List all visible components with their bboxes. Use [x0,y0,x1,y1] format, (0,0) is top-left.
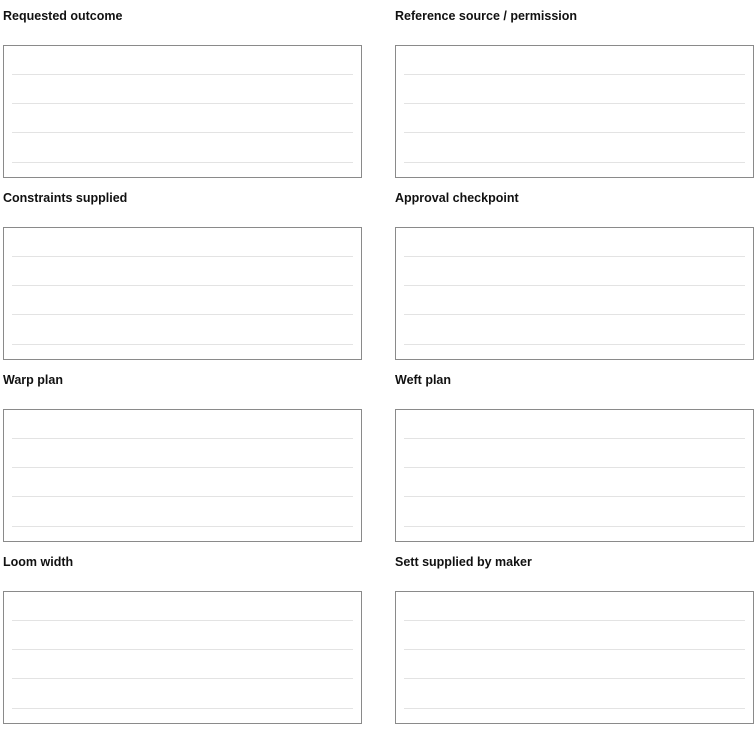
constraints-supplied-textarea[interactable] [3,227,362,360]
loom-width-textarea[interactable] [3,591,362,724]
writing-line [12,467,353,468]
field-sett-supplied [395,554,754,736]
field-requested-outcome [3,8,362,190]
field-loom-width [3,554,362,736]
writing-line [404,526,745,527]
reference-source-textarea[interactable] [395,45,754,178]
writing-line [12,678,353,679]
field-warp-plan [3,372,362,554]
writing-line [404,708,745,709]
writing-line [404,74,745,75]
writing-line [404,438,745,439]
field-label: Weft plan [395,373,452,387]
writing-line [12,496,353,497]
writing-line [12,708,353,709]
writing-line [12,103,353,104]
field-label: Sett supplied by maker [395,555,532,569]
writing-line [404,162,745,163]
writing-line [404,103,745,104]
writing-line [404,285,745,286]
writing-line [404,649,745,650]
field-label: Loom width [3,555,74,569]
writing-line [12,526,353,527]
writing-line [404,132,745,133]
writing-line [12,74,353,75]
writing-line [404,344,745,345]
writing-line [12,438,353,439]
approval-checkpoint-textarea[interactable] [395,227,754,360]
sett-supplied-textarea[interactable] [395,591,754,724]
writing-line [12,620,353,621]
field-constraints-supplied [3,190,362,372]
field-label: Requested outcome [3,9,123,23]
requested-outcome-textarea[interactable] [3,45,362,178]
field-label: Reference source / permission [395,9,578,23]
writing-line [12,162,353,163]
writing-line [12,649,353,650]
writing-line [404,620,745,621]
field-approval-checkpoint [395,190,754,372]
writing-line [12,256,353,257]
writing-line [404,467,745,468]
writing-line [12,344,353,345]
writing-line [12,132,353,133]
warp-plan-textarea[interactable] [3,409,362,542]
field-label: Approval checkpoint [395,191,519,205]
writing-line [12,314,353,315]
writing-line [404,678,745,679]
writing-line [404,314,745,315]
writing-line [12,285,353,286]
field-weft-plan [395,372,754,554]
form-grid [3,8,754,736]
weft-plan-textarea[interactable] [395,409,754,542]
field-label: Constraints supplied [3,191,128,205]
field-reference-source [395,8,754,190]
writing-line [404,256,745,257]
writing-line [404,496,745,497]
field-label: Warp plan [3,373,63,387]
